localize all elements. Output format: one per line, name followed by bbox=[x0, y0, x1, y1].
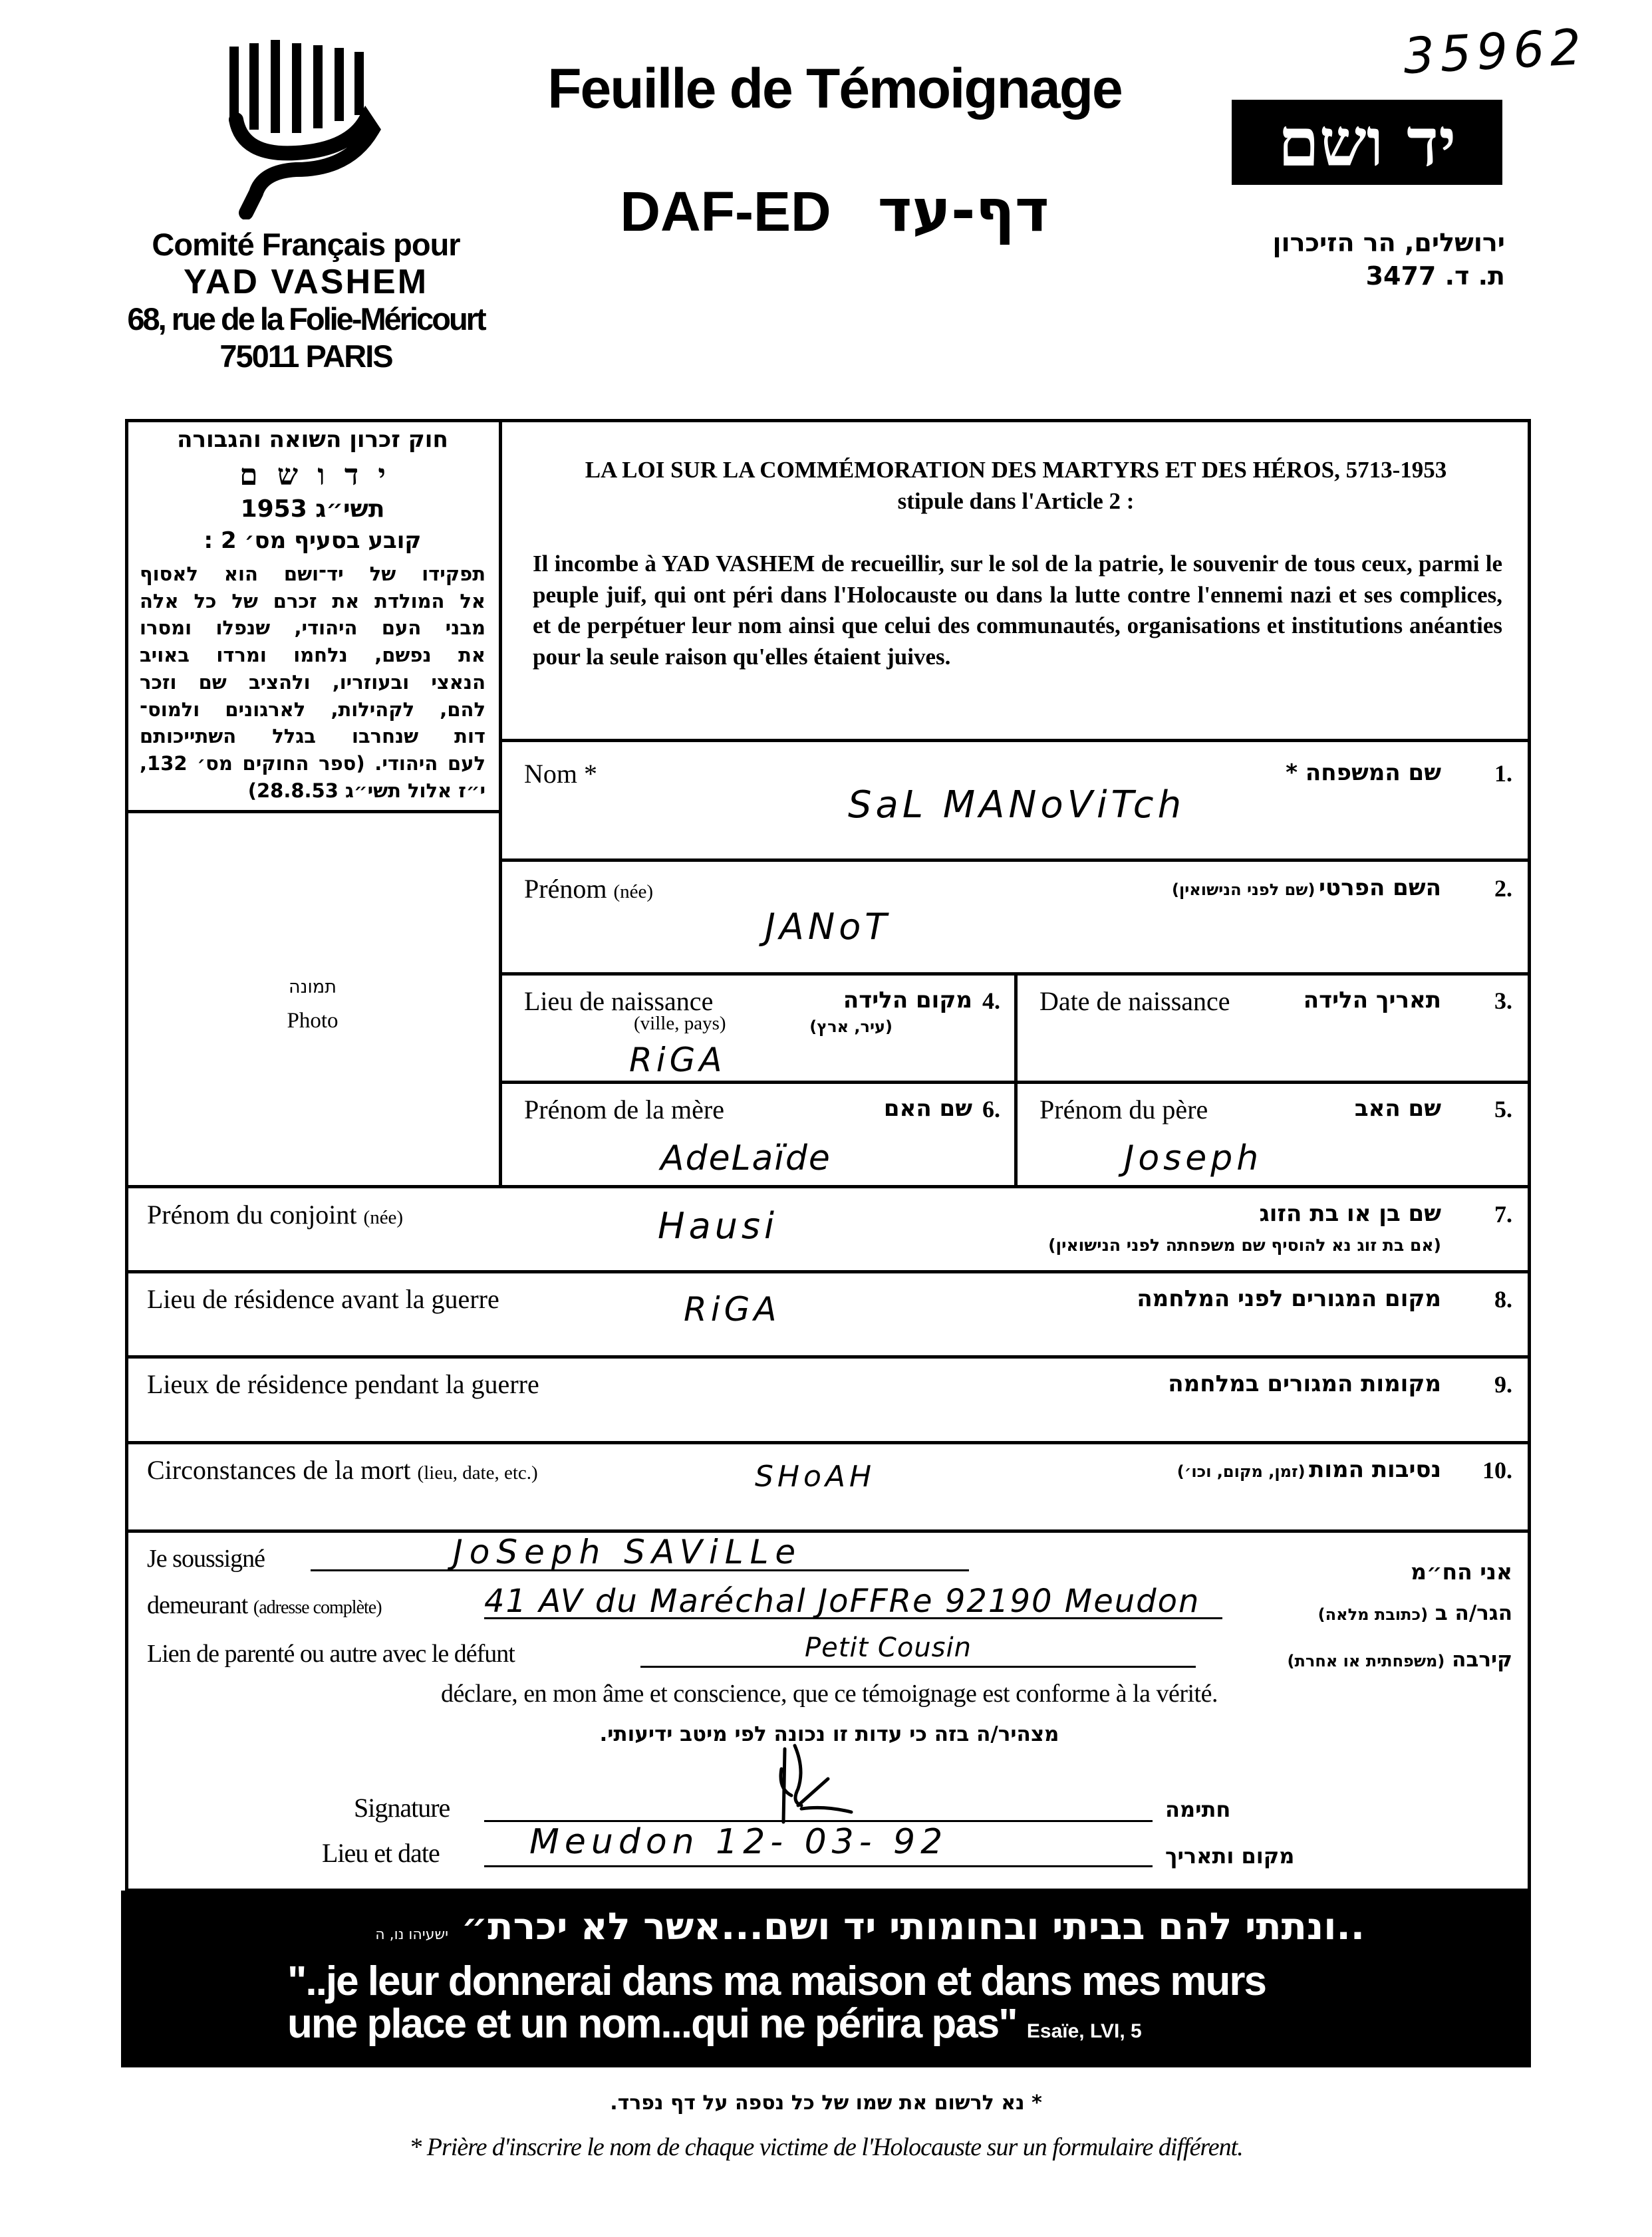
place-date-value[interactable]: Meudon 12- 03- 92 bbox=[529, 1822, 948, 1862]
jerusalem-address bbox=[1131, 226, 1505, 293]
field-number: 1. bbox=[1494, 760, 1512, 787]
label-sub: (née) bbox=[613, 881, 653, 902]
field-number: 10. bbox=[1482, 1457, 1512, 1484]
field-value[interactable]: RiGA bbox=[629, 1041, 726, 1079]
label-sub: (adresse complète) bbox=[253, 1597, 382, 1618]
field-number: 9. bbox=[1494, 1371, 1512, 1398]
field-label-he: שם האם bbox=[883, 1095, 972, 1122]
photo-area bbox=[126, 971, 499, 1037]
he-address-line2: ת. ד. 3477 bbox=[1365, 261, 1505, 291]
committee-line1: Comité Français pour bbox=[152, 227, 460, 262]
yad-vashem-menorah-logo bbox=[223, 40, 382, 219]
law-fr-heading bbox=[529, 454, 1503, 517]
law-he-line: הנאצי ובעוזריו, ולהציב שם וזכר bbox=[140, 670, 485, 694]
field-label-fr bbox=[524, 873, 653, 904]
law-he-line: י״ז אלול תשי״ג 28.8.53) bbox=[247, 779, 485, 802]
photo-label-he: תמונה bbox=[289, 977, 337, 997]
field-label-fr: Prénom du père bbox=[1039, 1095, 1208, 1124]
label-sub: (כתובת מלאה) bbox=[1317, 1605, 1429, 1624]
field-label-he: שם בן או בת הזוג bbox=[1259, 1200, 1441, 1227]
law-fr-title: LA LOI SUR LA COMMÉMORATION DES MARTYRS ET DES HÉROS, 5713-1953 bbox=[585, 457, 1447, 483]
label-text: קירבה bbox=[1452, 1648, 1512, 1672]
address-value[interactable]: 41 AV du Maréchal JoFFRe 92190 Meudon bbox=[484, 1583, 1200, 1620]
undersigned-label: Je soussigné bbox=[147, 1545, 265, 1573]
law-fr-subtitle: stipule dans l'Article 2 : bbox=[897, 488, 1135, 514]
field-label-he-sub: (עיר, ארץ) bbox=[809, 1017, 893, 1036]
quote-he bbox=[375, 1905, 1365, 1948]
field-label-fr bbox=[147, 1454, 538, 1486]
label-text: השם הפרטי bbox=[1319, 874, 1441, 901]
law-he-line: לעם היהודי. (ספר החוקים מס׳ 132, bbox=[140, 751, 485, 775]
address-label-he bbox=[1318, 1601, 1512, 1625]
row-divider bbox=[499, 739, 1531, 742]
field-label-he: תאריך הלידה bbox=[1303, 987, 1441, 1013]
subtitle-fr: DAF-ED bbox=[620, 180, 831, 243]
address-label bbox=[147, 1591, 382, 1620]
cell-divider bbox=[1014, 972, 1018, 1186]
label-sub: (משפחתית או אחרת) bbox=[1287, 1652, 1445, 1670]
undersigned-label-he: אני הח״מ bbox=[1411, 1559, 1512, 1585]
field-label-fr: Nom * bbox=[524, 759, 597, 789]
place-date-line bbox=[484, 1865, 1153, 1867]
form-subtitle bbox=[492, 176, 1177, 245]
quote-fr bbox=[287, 1960, 1266, 2053]
form-title: Feuille de Témoignage bbox=[547, 57, 1122, 120]
signature-label-he: חתימה bbox=[1165, 1797, 1231, 1822]
law-he-clause: קובע בסעיף מס׳ 2 : bbox=[204, 527, 422, 554]
label-sub: (זמן, מקום, וכו׳) bbox=[1176, 1462, 1306, 1481]
field-label-he: שם האב bbox=[1354, 1095, 1441, 1122]
field-label-he-sub: (אם בת זוג נא להוסיף שם משפחתה לפני הנישואין) bbox=[1048, 1236, 1441, 1255]
law-he-line: את נפשם, נלחמו ומרדו באויב bbox=[140, 644, 485, 667]
law-he-line: להם, לקהילות, לארגונים ולמוס־ bbox=[140, 698, 485, 721]
quote-fr-source: Esaïe, LVI, 5 bbox=[1026, 2020, 1142, 2042]
row-divider bbox=[125, 1529, 1531, 1533]
field-number: 5. bbox=[1494, 1096, 1512, 1122]
relation-label: Lien de parenté ou autre avec le défunt bbox=[147, 1640, 515, 1668]
footer-note-fr: * Prière d'inscrire le nom de chaque victime de l'Holocauste sur un formulaire différent. bbox=[409, 2133, 1243, 2161]
field-label-he: מקום הלידה bbox=[843, 987, 972, 1013]
undersigned-value[interactable]: JoSeph SAViLLe bbox=[453, 1533, 803, 1571]
law-he-box bbox=[140, 422, 485, 804]
field-number: 7. bbox=[1494, 1201, 1512, 1228]
row-divider bbox=[125, 1441, 1531, 1444]
field-label-he: מקומות המגורים במלחמה bbox=[1168, 1371, 1441, 1397]
relation-value[interactable]: Petit Cousin bbox=[805, 1633, 972, 1663]
field-label-fr: Lieux de résidence pendant la guerre bbox=[147, 1369, 539, 1399]
quote-he-text: ..ונתתי להם בביתי ובחומותי יד ושם...אשר לא יכרת״ bbox=[461, 1905, 1365, 1948]
isaiah-quote-banner bbox=[121, 1891, 1531, 2067]
field-number: 8. bbox=[1494, 1286, 1512, 1313]
field-value[interactable]: Joseph bbox=[1124, 1138, 1263, 1178]
footer-note-he: * נא לרשום את שמו של כל נספה על דף נפרד. bbox=[610, 2091, 1042, 2115]
field-number: 2. bbox=[1494, 875, 1512, 902]
photo-label-fr: Photo bbox=[287, 1009, 339, 1033]
label-sub: (née) bbox=[363, 1207, 404, 1228]
committee-address-line2: 75011 PARIS bbox=[219, 338, 392, 374]
law-he-year: תשי״ג 1953 bbox=[240, 495, 385, 523]
law-fr-body: Il incombe à YAD VASHEM de recueillir, sur le sol de la patrie, le souvenir de tous ceux, parmi le peuple juif, qui ont péri dans l'Holocauste ou dans la lutte contre l'ennemi nazi et ses complices, et de perpétuer leur nom ainsi que celui des communautés, organisations et institutions anéanties pour la seule raison qu'elles étaient juives. bbox=[533, 551, 1502, 670]
place-date-label-he: מקום ותאריך bbox=[1165, 1843, 1295, 1869]
field-value[interactable]: SHoAH bbox=[755, 1460, 876, 1494]
field-value[interactable]: RiGA bbox=[684, 1290, 781, 1329]
label-text: Prénom du conjoint bbox=[147, 1200, 357, 1230]
field-label-fr-sub: (ville, pays) bbox=[634, 1013, 726, 1034]
label-text: Prénom bbox=[524, 874, 607, 904]
field-number: 6. bbox=[982, 1096, 1000, 1122]
subtitle-he: דף-עד bbox=[877, 176, 1049, 245]
row-divider bbox=[125, 1185, 1531, 1188]
field-value[interactable]: SaL MANoViTch bbox=[848, 783, 1186, 827]
field-label-fr bbox=[147, 1199, 403, 1230]
label-text: Circonstances de la mort bbox=[147, 1455, 411, 1485]
he-address-line1: ירושלים, הר הזיכרון bbox=[1272, 228, 1505, 257]
quote-he-source: ישעיהו נו, ה bbox=[375, 1926, 448, 1943]
quote-fr-line2: une place et un nom...qui ne périra pas" bbox=[287, 2001, 1017, 2047]
field-label-he bbox=[1177, 1456, 1441, 1483]
field-label-he bbox=[1172, 874, 1441, 901]
committee-line2: YAD VASHEM bbox=[183, 263, 429, 301]
label-sub: (lieu, date, etc.) bbox=[417, 1462, 538, 1484]
declaration-statement-he: מצהיר/ה בזה כי עדות זו נכונה לפי מיטב ידיעותי. bbox=[599, 1722, 1059, 1746]
law-photo-divider bbox=[125, 810, 501, 813]
label-text: הגר/ה ב bbox=[1435, 1601, 1512, 1625]
field-label-fr: Date de naissance bbox=[1039, 986, 1230, 1016]
file-number: 35962 bbox=[1401, 18, 1588, 86]
label-sub: (שם לפני הנישואין) bbox=[1172, 880, 1315, 899]
row-divider bbox=[499, 858, 1531, 862]
left-column-divider bbox=[499, 419, 502, 1188]
committee-address-line1: 68, rue de la Folie-Méricourt bbox=[127, 301, 485, 336]
relation-line bbox=[640, 1666, 1196, 1668]
field-label-he: מקום המגורים לפני המלחמה bbox=[1137, 1285, 1441, 1312]
relation-label-he bbox=[1288, 1648, 1512, 1672]
place-date-label: Lieu et date bbox=[322, 1838, 440, 1868]
field-value[interactable]: Hausi bbox=[658, 1205, 779, 1247]
quote-fr-line1: "..je leur donnerai dans ma maison et dans mes murs bbox=[287, 1958, 1266, 2004]
law-he-line: אל המולדת את זכרם של כל אלה bbox=[140, 589, 485, 612]
yad-vashem-logo-box: יד ושם bbox=[1232, 100, 1502, 185]
law-he-line: תפקידו של יד־ושם הוא לאסוף bbox=[140, 563, 485, 585]
field-label-fr: Lieu de naissance bbox=[524, 986, 714, 1016]
label-text: נסיבות המות bbox=[1309, 1456, 1441, 1483]
law-he-title: חוק זכרון השואה והגבורה bbox=[177, 426, 448, 453]
law-he-line: דות שנחרבו בגלל השתייכותם bbox=[140, 725, 485, 748]
signature-scribble[interactable] bbox=[771, 1742, 865, 1829]
law-he-body bbox=[140, 561, 485, 804]
field-value[interactable]: JANoT bbox=[765, 906, 891, 948]
signature-label: Signature bbox=[354, 1793, 450, 1823]
law-he-line: מבני העם היהודי, שנפלו ומסרו bbox=[140, 616, 485, 640]
field-number: 4. bbox=[982, 987, 1000, 1014]
field-label-fr: Prénom de la mère bbox=[524, 1095, 724, 1124]
committee-block bbox=[120, 226, 492, 375]
field-value[interactable]: AdeLaïde bbox=[660, 1138, 831, 1178]
label-text: demeurant bbox=[147, 1591, 248, 1619]
row-divider bbox=[125, 1270, 1531, 1273]
row-divider bbox=[125, 1355, 1531, 1359]
field-number: 3. bbox=[1494, 987, 1512, 1014]
law-he-name: י ד ו ש ם bbox=[239, 458, 386, 492]
field-label-he: שם המשפחה * bbox=[1286, 759, 1441, 786]
field-label-fr: Lieu de résidence avant la guerre bbox=[147, 1284, 499, 1314]
declaration-statement-fr: déclare, en mon âme et conscience, que ce témoignage est conforme à la vérité. bbox=[441, 1680, 1218, 1708]
